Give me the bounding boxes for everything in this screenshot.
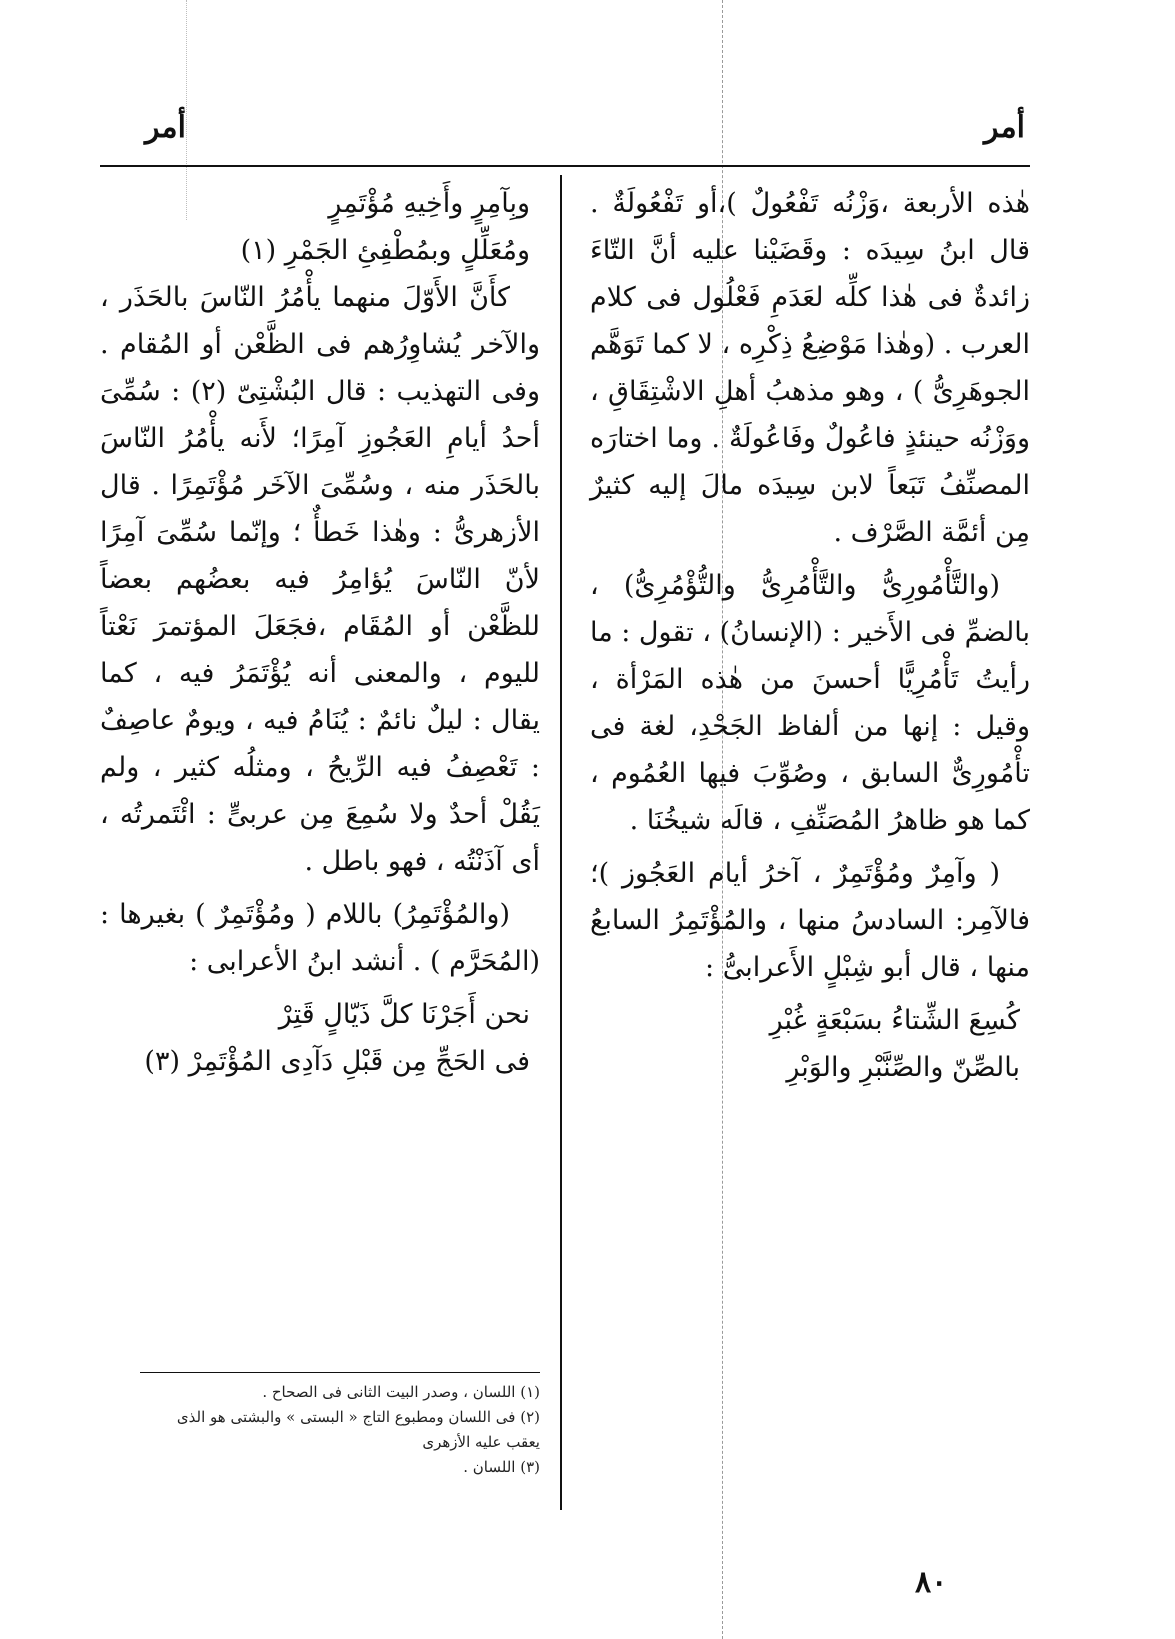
- left-column: [100, 180, 540, 1085]
- running-header-right: أمر: [984, 110, 1025, 145]
- left-verse-top-line-2: ومُعَلِّلٍ وبمُطْفِئِ الجَمْرِ (١): [240, 235, 530, 266]
- right-paragraph-3: ( وآمِرٌ ومُؤْتَمِرٌ ، آخرُ أيام العَجُوز )؛ فالآمِر: السادسُ منها ، والمُؤْتَمِرُ السابعُ منها ، قال أبو شِبْلٍ الأَعرابىُّ :: [590, 858, 1030, 983]
- footnote-2: (٢) فى اللسان ومطبوع التاج « البستى » والبشتى هو الذى يعقب عليه الأزهرى: [176, 1408, 540, 1451]
- left-verse-top-line-1: وبِآمِرٍ وأَخِيهِ مُؤْتَمِرٍ: [328, 188, 530, 219]
- right-verse-line-1: كُسِعَ الشِّتاءُ بسَبْعَةٍ غُبْرِ: [769, 1005, 1020, 1036]
- footnote-1: (١) اللسان ، وصدر البيت الثانى فى الصحاح .: [262, 1383, 540, 1401]
- footnotes: [140, 1380, 540, 1480]
- right-paragraph-1: هٰذه الأربعة ،وَزْنُه تَفْعُولٌ )،أو تَفْعُولَةٌ . قال ابنُ سِيدَه : وقَضَيْنا عليه أنَّ التّاءَ زائدةٌ فى هٰذا كلِّه لعَدَمِ فَعْلُول فى كلام العرب . (وهٰذا مَوْضِعُ ذِكْرِه ، لا كما تَوَهَّم الجوهَرِىُّ ) ، وهو مذهبُ أهلِ الاشْتِقَاقِ ، ووَزْنُه حينئذٍ فاعُولٌ وفَاعُولَةٌ . وما اختارَه المصنِّفُ تَبَعاً لابن سِيدَه مالَ إليه كثيرٌ مِن أئمَّة الصَّرْف .: [590, 188, 1030, 548]
- right-paragraph-2: (والتَّأْمُورِىُّ والتَّأْمُرِىُّ والتُّؤْمُرِىُّ) ، بالضمِّ فى الأَخير : (الإنسانُ) ، تقول : ما رأيتُ تَأْمُرِيًّا أحسنَ من هٰذه المَرْأة ، وقيل : إنها من ألفاظ الجَحْدِ، لغة فى تأْمُورِىٌّ السابق ، وصُوِّبَ فيها العُمُوم ، كما هو ظاهرُ المُصَنِّفِ ، قالَه شيخُنَا .: [589, 570, 1030, 836]
- footnote-3: (٣) اللسان .: [463, 1458, 540, 1476]
- page-number: ٨٠: [915, 1565, 948, 1600]
- left-verse-bottom-line-1: نحن أَجَرْنَا كلَّ ذَيّالٍ قَتِرْ: [278, 999, 530, 1030]
- left-verse-bottom-line-2: فى الحَجِّ مِن قَبْلِ دَآدِى المُؤْتَمِرْ (٣): [144, 1046, 530, 1077]
- left-paragraph-2: (والمُؤْتَمِرُ) باللام ( ومُؤْتَمِرٌ ) بغيرها : (المُحَرَّم ) . أنشد ابنُ الأعرابى :: [100, 899, 540, 977]
- left-paragraph-1: كأَنَّ الأَوّلَ منهما يأْمُرُ النّاسَ بالحَذَر ، والآخر يُشاوِرُهم فى الظَّعْن أو المُقام . وفى التهذيب : قال البُشْتِىّ (٢) : سُمِّىَ أحدُ أيامِ العَجُوزِ آمِرًا؛ لأَنه يأْمُرُ النّاسَ بالحَذَر منه ، وسُمِّىَ الآخَر مُؤْتَمِرًا . قال الأزهرىُّ : وهٰذا خَطأٌ ؛ وإنّما سُمِّىَ آمِرًا لأنّ النّاسَ يُؤامِرُ فيه بعضُهم بعضاً للظَّعْن أو المُقَام ،فجَعَلَ المؤتمرَ نَعْتاً لليوم ، والمعنى أنه يُؤْتَمَرُ فيه ، كما يقال : ليلٌ نائمٌ : يُنَامُ فيه ، ويومٌ عاصِفٌ : تَعْصِفُ فيه الرِّيحُ ، ومثلُه كثير ، ولم يَقُلْ أحدٌ ولا سُمِعَ مِن عربىٍّ : ائْتَمرتُه ، أى آذَنْتُه ، فهو باطل .: [100, 282, 540, 877]
- running-header-left: أمر: [145, 110, 186, 145]
- right-column: [590, 180, 1030, 1091]
- column-divider: [560, 175, 562, 1510]
- header-rule: [100, 165, 1030, 167]
- footnote-rule: [140, 1372, 540, 1373]
- right-verse-line-2: بالصِّنّ والصِّنَّبْرِ والوَبْرِ: [786, 1052, 1020, 1083]
